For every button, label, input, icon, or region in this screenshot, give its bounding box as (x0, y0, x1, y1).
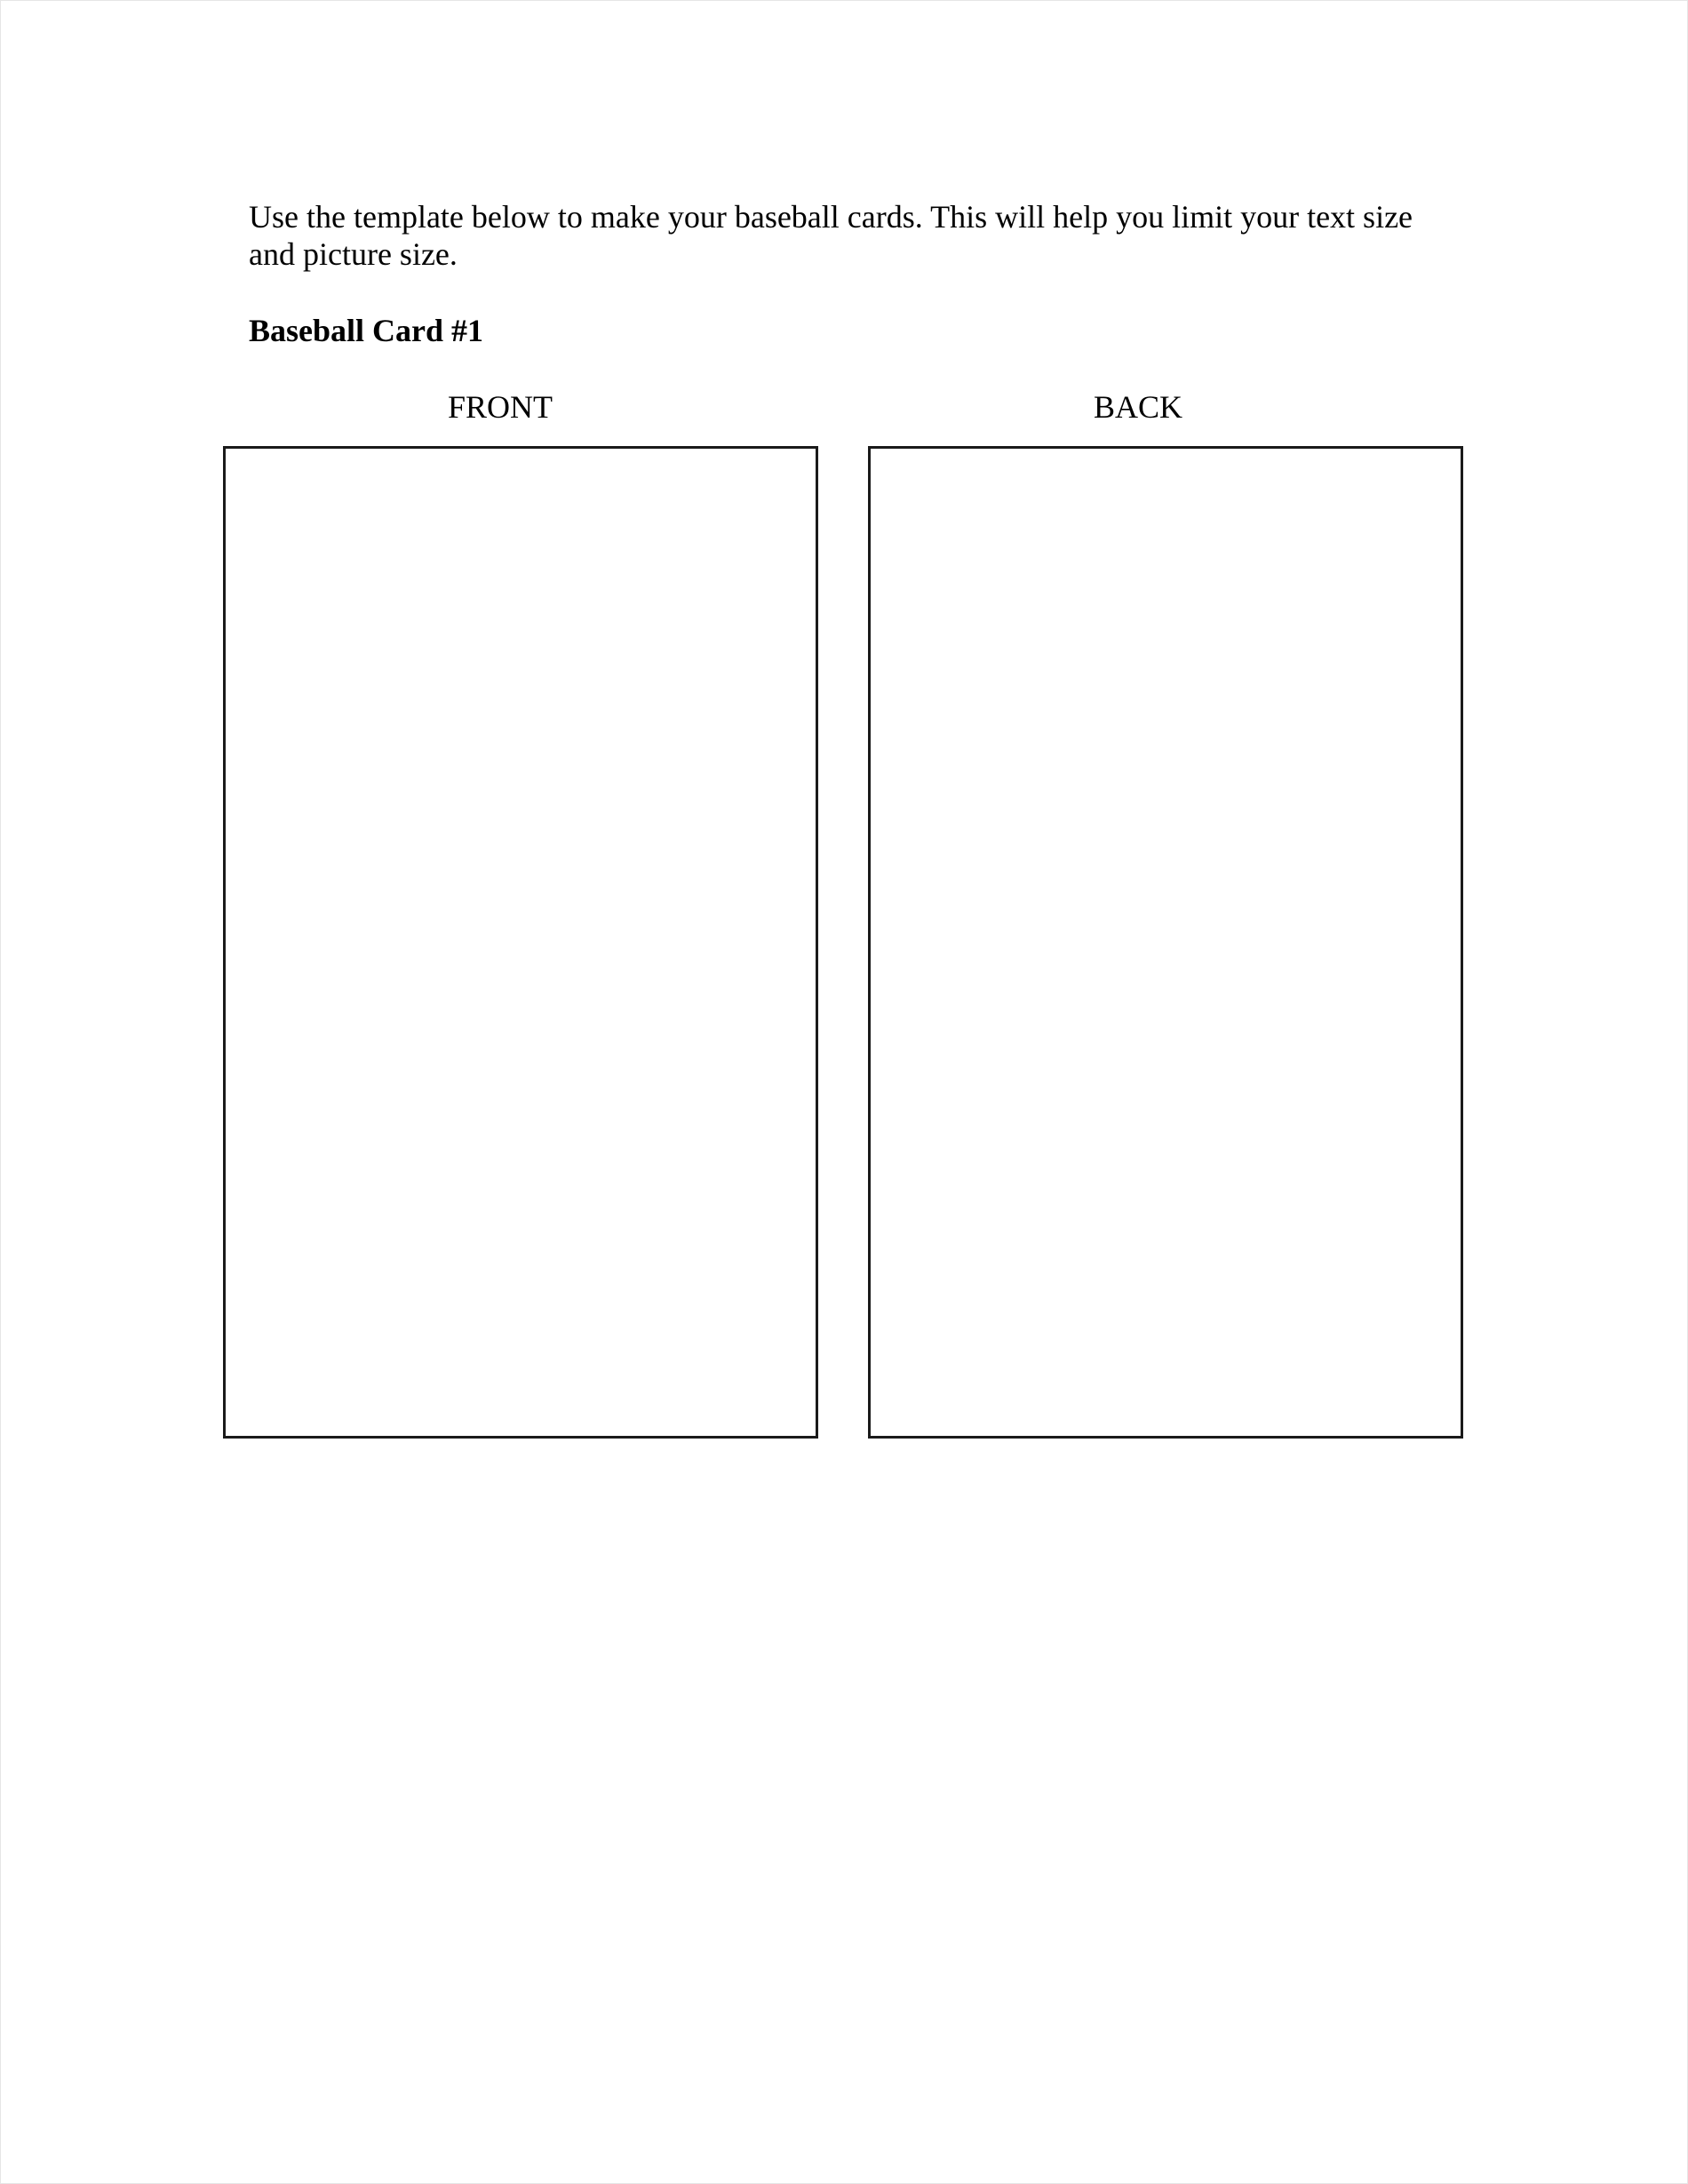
back-card-box (868, 446, 1463, 1439)
front-label: FRONT (447, 389, 553, 425)
instructions-text: Use the template below to make your baseball cards. This will help you limit your text size and picture size. (249, 199, 1413, 272)
back-label: BACK (1093, 389, 1183, 425)
card-heading: Baseball Card #1 (249, 313, 484, 348)
front-card-box (223, 446, 818, 1439)
